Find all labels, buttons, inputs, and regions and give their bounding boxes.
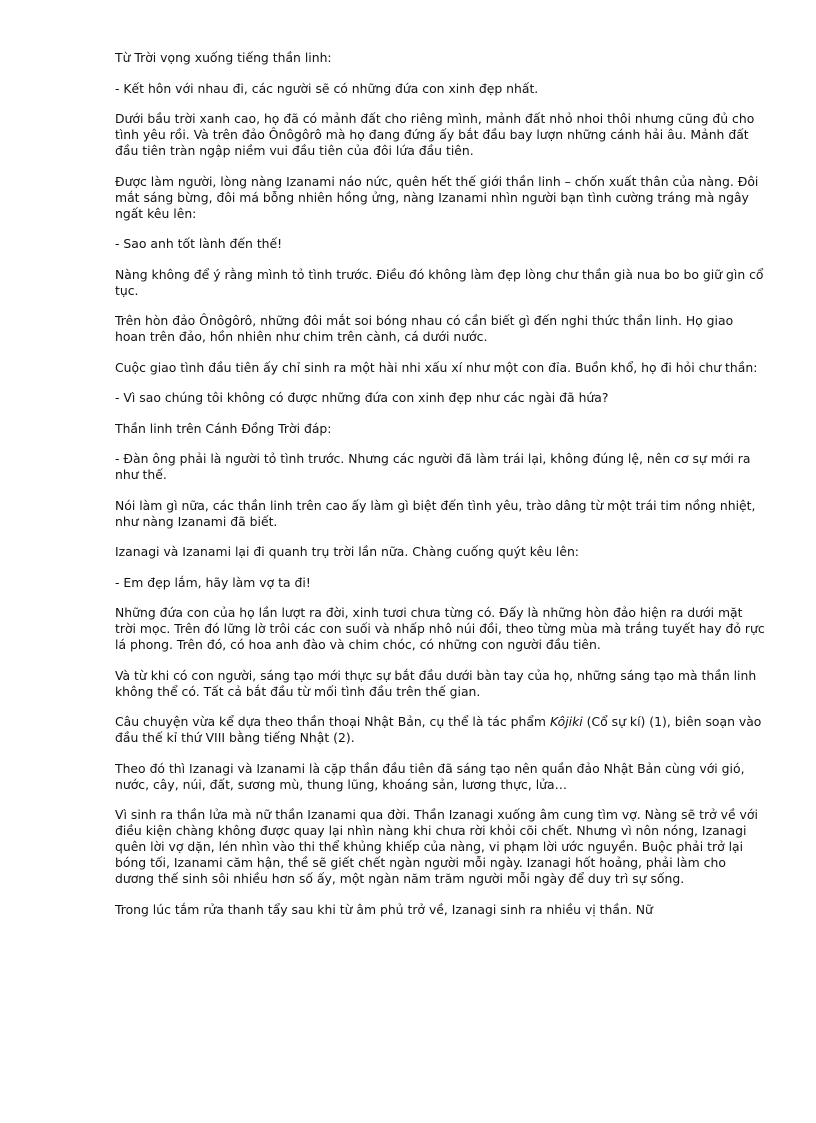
paragraph-8: Cuộc giao tình đầu tiên ấy chỉ sinh ra một hài nhi xấu xí như một con đỉa. Buồn khổ, họ đi hỏi chư thần:	[115, 359, 758, 375]
paragraph-10: Thần linh trên Cánh Đồng Trời đáp:	[115, 420, 332, 436]
paragraph-18: Theo đó thì Izanagi và Izanami là cặp thần đầu tiên đã sáng tạo nên quần đảo Nhật Bản cùng với gió, nước, cây, núi, đất, sương mù, thung lũng, khoáng sản, lương thực, lửa…	[115, 760, 745, 792]
source-text-before: Câu chuyện vừa kể dựa theo thần thoại Nhật Bản, cụ thể là tác phẩm	[115, 714, 550, 729]
paragraph-9: - Vì sao chúng tôi không có được những đứa con xinh đẹp như các ngài đã hứa?	[115, 390, 609, 405]
paragraph-5: - Sao anh tốt lành đến thế!	[115, 236, 283, 251]
paragraph-4: Được làm người, lòng nàng Izanami náo nức, quên hết thế giới thần linh – chốn xuất thân của nàng. Đôi mắt sáng bừng, đôi má bỗng nhiên hồng ửng, nàng Izanami nhìn người bạn tình cường tráng mà ngây ngất kêu lên:	[115, 173, 759, 221]
paragraph-6: Nàng không để ý rằng mình tỏ tình trước. Điều đó không làm đẹp lòng chư thần già nua bo bo giữ gìn cổ tục.	[115, 266, 764, 298]
document-page	[115, 50, 765, 932]
paragraph-14: - Em đẹp lắm, hãy làm vợ ta đi!	[115, 574, 311, 590]
paragraph-13: Izanagi và Izanami lại đi quanh trụ trời lần nữa. Chàng cuống quýt kêu lên:	[115, 544, 579, 559]
paragraph-3: Dưới bầu trời xanh cao, họ đã có mảnh đất cho riêng mình, mảnh đất nhỏ nhoi thôi nhưng cũng đủ cho tình yêu rồi. Và trên đảo Ônôgôrô mà họ đang đứng ấy bắt đầu bay lượn những cánh hải âu. Mảnh đất đầu tiên tràn ngập niềm vui đầu tiên của đôi lứa đầu tiên.	[115, 111, 755, 158]
paragraph-2: - Kết hôn với nhau đi, các người sẽ có những đứa con xinh đẹp nhất.	[115, 80, 539, 96]
paragraph-11: - Đàn ông phải là người tỏ tình trước. Nhưng các người đã làm trái lại, không đúng lệ, nên cơ sự mới ra như thế.	[115, 451, 751, 482]
source-text-after: (Cổ sự kí) (1), biên soạn vào đầu thế kỉ thứ VIII bằng tiếng Nhật (2).	[115, 714, 762, 745]
paragraph-20: Trong lúc tắm rửa thanh tẩy sau khi từ âm phủ trở về, Izanagi sinh ra nhiều vị thần. Nữ	[115, 901, 653, 917]
paragraph-15: Những đứa con của họ lần lượt ra đời, xinh tươi chưa từng có. Đấy là những hòn đảo hiện ra dưới mặt trời mọc. Trên đó lững lờ trôi các con suối và nhấp nhô núi đồi, theo từng mùa mà trắng tuyết hay đỏ rực lá phong. Trên đó, có hoa anh đào và chim chóc, có những con người đầu tiên.	[115, 605, 765, 652]
paragraph-1: Từ Trời vọng xuống tiếng thần linh:	[115, 50, 332, 65]
paragraph-12: Nói làm gì nữa, các thần linh trên cao ấy làm gì biệt đến tình yêu, trào dâng từ một trái tim nồng nhiệt, như nàng Izanami đã biết.	[115, 497, 756, 529]
source-title: Kôjiki	[549, 714, 583, 729]
paragraph-source	[115, 714, 765, 746]
paragraph-7: Trên hòn đảo Ônôgôrô, những đôi mắt soi bóng nhau có cần biết gì đến nghi thức thần linh. Họ giao hoan trên đảo, hồn nhiên như chim trên cành, cá dưới nước.	[115, 313, 734, 344]
paragraph-16: Và từ khi có con người, sáng tạo mới thực sự bắt đầu dưới bàn tay của họ, những sáng tạo mà thần linh không thể có. Tất cả bắt đầu từ mối tình đầu trên thế gian.	[115, 667, 757, 699]
paragraph-19: Vì sinh ra thần lửa mà nữ thần Izanami qua đời. Thần Izanagi xuống âm cung tìm vợ. Nàng sẽ trở về với điều kiện chàng không được quay lại nhìn nàng khi chưa rời khỏi cõi chết. Nhưng vì nôn nóng, Izanagi quên lời vợ dặn, lén nhìn vào thi thể khủng khiếp của nàng, vi phạm lời ước nguyền. Buộc phải trở lại bóng tối, Izanami căm hận, thề sẽ giết chết ngàn người mỗi ngày. Izanagi hốt hoảng, phải làm cho dương thế sinh sôi nhiều hơn số ấy, một ngàn năm trăm người mỗi ngày để duy trì sự sống.	[115, 807, 758, 886]
